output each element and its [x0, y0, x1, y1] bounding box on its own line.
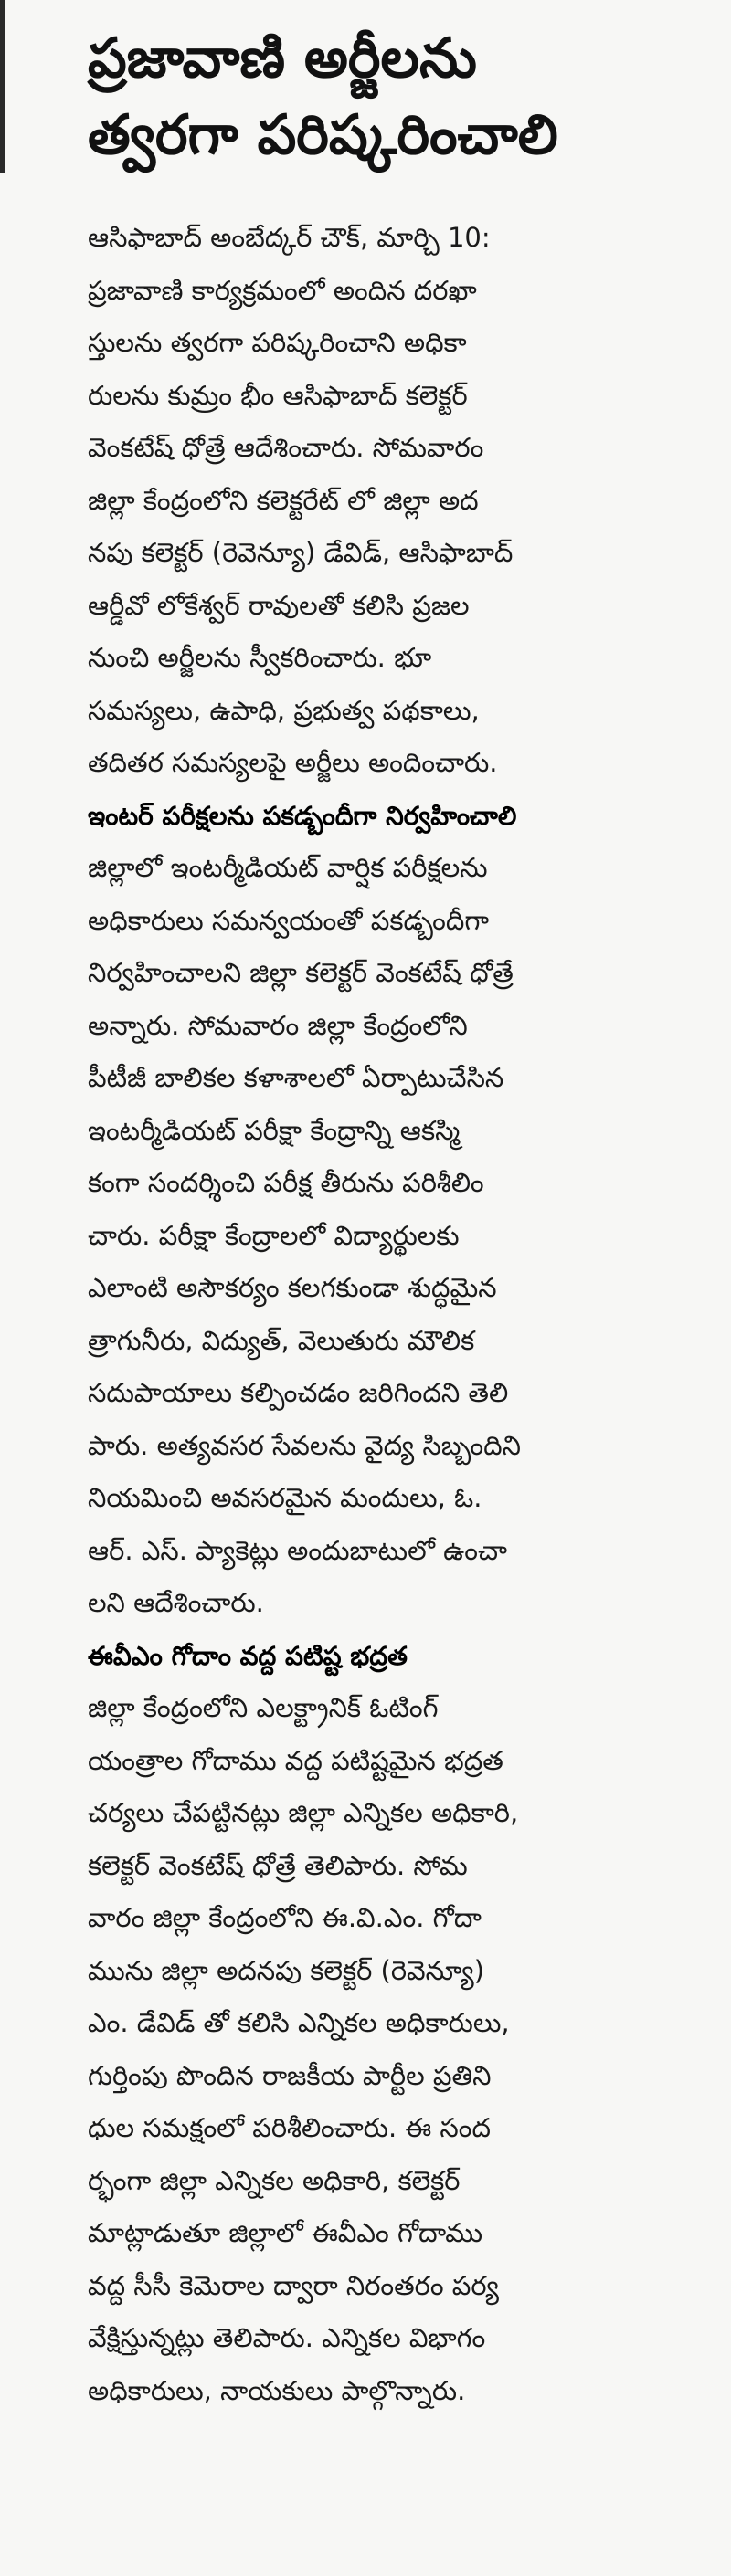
- article-line: త్రాగునీరు, విద్యుత్, వెలుతురు మౌలిక: [88, 1324, 475, 1356]
- headline-line-2: త్వరగా పరిష్కరించాలి: [88, 103, 558, 167]
- article-line: వద్ద సీసీ కెమెరాల ద్వారా నిరంతరం పర్య: [88, 2269, 499, 2301]
- article-line: ఆర్డీవో లోకేశ్వర్ రావులతో కలిసి ప్రజల: [88, 589, 470, 621]
- article-line: నిర్వహించాలని జిల్లా కలెక్టర్ వెంకటేష్ ధోత్రే: [88, 957, 514, 988]
- article-line: చర్యలు చేపట్టినట్లు జిల్లా ఎన్నికల అధికారి,: [88, 1797, 519, 1828]
- article-line: జిల్లా కేంద్రంలోని కలెక్టరేట్ లో జిల్లా అద: [88, 484, 479, 516]
- article-line: ఇంటర్మీడియట్ పరీక్షా కేంద్రాన్ని ఆకస్మి: [88, 1114, 461, 1146]
- article-line: నపు కలెక్టర్ (రెవెన్యూ) డేవిడ్, ఆసిఫాబాద్: [88, 537, 514, 568]
- article-line: జిల్లా కేంద్రంలోని ఎలక్ట్రానిక్ ఓటింగ్: [88, 1692, 439, 1723]
- article-line: ర్భంగా జిల్లా ఎన్నికల అధికారి, కలెక్టర్: [88, 2164, 461, 2196]
- article-line: ఎలాంటి అసౌకర్యం కలగకుండా శుద్ధమైన: [88, 1272, 497, 1303]
- article-line: కంగా సందర్శించి పరీక్ష తీరును పరిశీలిం: [88, 1167, 484, 1198]
- article-line: వేక్షిస్తున్నట్లు తెలిపారు. ఎన్నికల విభాగం: [88, 2322, 486, 2353]
- article-line: చారు. పరీక్షా కేంద్రాలలో విద్యార్థులకు: [88, 1219, 460, 1251]
- article-body: [88, 212, 718, 2417]
- article-line: అధికారులు సమన్వయంతో పకడ్బందీగా: [88, 904, 490, 936]
- article-line: వెంకటేష్ ధోత్రే ఆదేశించారు. సోమవారం: [88, 432, 484, 463]
- article-line: లని ఆదేశించారు.: [88, 1587, 264, 1618]
- article-line: మాట్లాడుతూ జిల్లాలో ఈవీఎం గోదాము: [88, 2217, 483, 2248]
- article-line: పీటీజీ బాలికల కళాశాలలో ఏర్పాటుచేసిన: [88, 1062, 504, 1093]
- left-margin-rule: [0, 0, 5, 173]
- section-subheading: ఈవీఎం గోదాం వద్ద పటిష్ట భద్రత: [88, 1640, 408, 1671]
- article-line: అన్నారు. సోమవారం జిల్లా కేంద్రంలోని: [88, 1009, 468, 1041]
- article-line: ఆర్. ఎస్. ప్యాకెట్లు అందుబాటులో ఉంచా: [88, 1534, 507, 1566]
- article-line: నియమించి అవసరమైన మందులు, ఓ.: [88, 1482, 482, 1513]
- article-line: అధికారులు, నాయకులు పాల్గొన్నారు.: [88, 2374, 466, 2406]
- article-line: జిల్లాలో ఇంటర్మీడియట్ వార్షిక పరీక్షలను: [88, 852, 488, 883]
- article-line: రులను కుమ్రం భీం ఆసిఫాబాద్ కలెక్టర్: [88, 379, 468, 411]
- article-line: మును జిల్లా అదనపు కలెక్టర్ (రెవెన్యూ): [88, 1954, 485, 1986]
- article-line: తదితర సమస్యలపై అర్జీలు అందించారు.: [88, 747, 498, 778]
- article-line: యంత్రాల గోదాము వద్ద పటిష్టమైన భద్రత: [88, 1744, 503, 1776]
- article-line: గుర్తింపు పొందిన రాజకీయ పార్టీల ప్రతిని: [88, 2059, 492, 2091]
- article-line: పారు. అత్యవసర సేవలను వైద్య సిబ్బందిని: [88, 1429, 521, 1461]
- article-line: ఆసిఫాబాద్ అంబేద్కర్ చౌక్, మార్చి 10:: [88, 222, 491, 253]
- article-line: ప్రజావాణి కార్యక్రమంలో అందిన దరఖా: [88, 274, 477, 306]
- article-line: వారం జిల్లా కేంద్రంలోని ఈ.వి.ఎం. గోదా: [88, 1902, 482, 1933]
- article-line: సమస్యలు, ఉపాధి, ప్రభుత్వ పథకాలు,: [88, 694, 480, 726]
- headline-line-1: ప్రజావాణి అర్జీలను: [88, 26, 477, 90]
- article-line: నుంచి అర్జీలను స్వీకరించారు. భూ: [88, 642, 432, 673]
- section-subheading: ఇంటర్ పరీక్షలను పకడ్బందీగా నిర్వహించాలి: [88, 800, 517, 831]
- article-line: స్తులను త్వరగా పరిష్కరించాని అధికా: [88, 327, 467, 358]
- article-line: సదుపాయాలు కల్పించడం జరిగిందని తెలి: [88, 1377, 509, 1408]
- article-line: ఎం. డేవిడ్ తో కలిసి ఎన్నికల అధికారులు,: [88, 2007, 510, 2038]
- headline: [88, 20, 718, 173]
- article-line: కలెక్టర్ వెంకటేష్ ధోత్రే తెలిపారు. సోమ: [88, 1849, 468, 1881]
- article-line: ధుల సమక్షంలో పరిశీలించారు. ఈ సంద: [88, 2112, 491, 2143]
